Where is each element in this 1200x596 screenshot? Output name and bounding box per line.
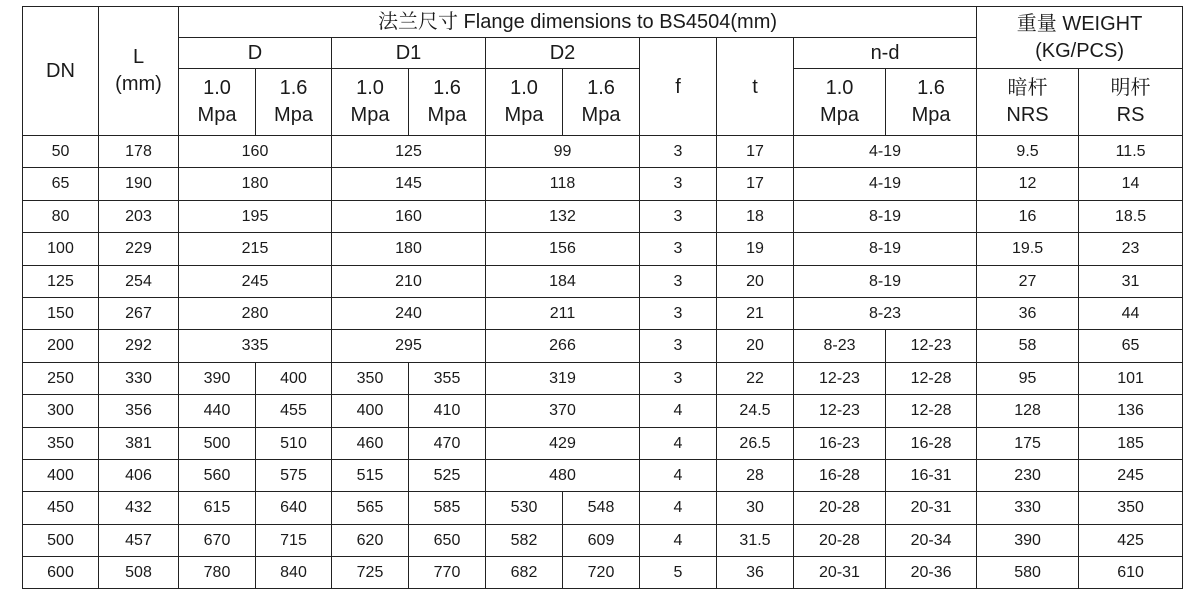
- table-row: [23, 492, 1183, 524]
- d2-cell: 266: [486, 330, 640, 362]
- d1-cell: 585: [409, 492, 486, 524]
- d1-cell: 400: [332, 395, 409, 427]
- nd-cell: 4-19: [794, 136, 977, 168]
- nd-cell: 20-34: [886, 524, 977, 556]
- rs-weight-cell: 31: [1079, 265, 1183, 297]
- length-header: [99, 7, 179, 136]
- table-row: [23, 395, 1183, 427]
- nrs-weight-cell: 230: [977, 459, 1079, 491]
- d-cell: 280: [179, 297, 332, 329]
- d1-cell: 350: [332, 362, 409, 394]
- weight-header: [977, 7, 1183, 69]
- dn-cell: 600: [23, 557, 99, 589]
- nd-cell: 12-28: [886, 395, 977, 427]
- length-unit: (mm): [115, 73, 162, 95]
- d2-cell: 480: [486, 459, 640, 491]
- f-header: f: [640, 38, 717, 136]
- rs-weight-cell: 44: [1079, 297, 1183, 329]
- d-cell: 160: [179, 136, 332, 168]
- d-cell: 575: [256, 459, 332, 491]
- weight-unit: (KG/PCS): [1035, 39, 1124, 62]
- f-cell: 3: [640, 168, 717, 200]
- d2-cell: 720: [563, 557, 640, 589]
- d2-cell: 609: [563, 524, 640, 556]
- t-cell: 36: [717, 557, 794, 589]
- nd-cell: 12-28: [886, 362, 977, 394]
- dn-cell: 300: [23, 395, 99, 427]
- d-cell: 560: [179, 459, 256, 491]
- d-cell: 455: [256, 395, 332, 427]
- d-cell: 245: [179, 265, 332, 297]
- d-cell: 195: [179, 200, 332, 232]
- t-cell: 24.5: [717, 395, 794, 427]
- nrs-header: 暗杆 NRS: [977, 69, 1079, 136]
- d-cell: 615: [179, 492, 256, 524]
- dn-cell: 100: [23, 233, 99, 265]
- nd-cell: 20-31: [794, 557, 886, 589]
- t-cell: 17: [717, 136, 794, 168]
- d-cell: 840: [256, 557, 332, 589]
- nd-cell: 8-19: [794, 233, 977, 265]
- rs-weight-cell: 101: [1079, 362, 1183, 394]
- t-cell: 18: [717, 200, 794, 232]
- length-cell: 178: [99, 136, 179, 168]
- f-cell: 3: [640, 136, 717, 168]
- d2-cell: 118: [486, 168, 640, 200]
- flange-dimensions-title: 法兰尺寸 Flange dimensions to BS4504(mm): [179, 7, 977, 38]
- d-cell: 670: [179, 524, 256, 556]
- d1-cell: 725: [332, 557, 409, 589]
- length-cell: 190: [99, 168, 179, 200]
- nd-cell: 12-23: [886, 330, 977, 362]
- pressure-header: 1.6 Mpa: [409, 69, 486, 136]
- nrs-weight-cell: 36: [977, 297, 1079, 329]
- dn-cell: 50: [23, 136, 99, 168]
- table-header: [23, 7, 1183, 136]
- length-cell: 267: [99, 297, 179, 329]
- f-cell: 3: [640, 265, 717, 297]
- nd-cell: 20-28: [794, 524, 886, 556]
- nd-cell: 8-19: [794, 200, 977, 232]
- length-label: L: [132, 46, 145, 68]
- t-cell: 21: [717, 297, 794, 329]
- dn-cell: 350: [23, 427, 99, 459]
- t-cell: 26.5: [717, 427, 794, 459]
- rs-header: 明杆 RS: [1079, 69, 1183, 136]
- f-cell: 3: [640, 233, 717, 265]
- d2-cell: 132: [486, 200, 640, 232]
- nrs-weight-cell: 580: [977, 557, 1079, 589]
- pressure-header: 1.0 Mpa: [486, 69, 563, 136]
- table-row: [23, 168, 1183, 200]
- table-row: [23, 524, 1183, 556]
- d-cell: 335: [179, 330, 332, 362]
- t-cell: 20: [717, 265, 794, 297]
- nd-cell: 20-36: [886, 557, 977, 589]
- d1-cell: 525: [409, 459, 486, 491]
- d1-cell: 180: [332, 233, 486, 265]
- nrs-weight-cell: 330: [977, 492, 1079, 524]
- f-cell: 3: [640, 362, 717, 394]
- nd-header: n-d: [794, 38, 977, 69]
- dn-cell: 65: [23, 168, 99, 200]
- d1-cell: 620: [332, 524, 409, 556]
- length-cell: 381: [99, 427, 179, 459]
- nd-cell: 16-31: [886, 459, 977, 491]
- dn-cell: 500: [23, 524, 99, 556]
- d-cell: 440: [179, 395, 256, 427]
- length-cell: 330: [99, 362, 179, 394]
- dn-cell: 450: [23, 492, 99, 524]
- nrs-weight-cell: 12: [977, 168, 1079, 200]
- table-row: [23, 330, 1183, 362]
- d-cell: 640: [256, 492, 332, 524]
- d1-cell: 770: [409, 557, 486, 589]
- nrs-weight-cell: 128: [977, 395, 1079, 427]
- flange-dimensions-table: [22, 6, 1183, 589]
- length-cell: 432: [99, 492, 179, 524]
- d2-header: D2: [486, 38, 640, 69]
- rs-weight-cell: 23: [1079, 233, 1183, 265]
- d1-cell: 355: [409, 362, 486, 394]
- f-cell: 3: [640, 297, 717, 329]
- nd-cell: 8-23: [794, 330, 886, 362]
- rs-weight-cell: 65: [1079, 330, 1183, 362]
- d2-cell: 184: [486, 265, 640, 297]
- nd-cell: 16-23: [794, 427, 886, 459]
- f-cell: 4: [640, 427, 717, 459]
- d1-cell: 210: [332, 265, 486, 297]
- t-cell: 31.5: [717, 524, 794, 556]
- nd-cell: 4-19: [794, 168, 977, 200]
- d1-cell: 650: [409, 524, 486, 556]
- d2-cell: 99: [486, 136, 640, 168]
- nd-cell: 8-19: [794, 265, 977, 297]
- rs-weight-cell: 185: [1079, 427, 1183, 459]
- d1-cell: 410: [409, 395, 486, 427]
- table-row: [23, 297, 1183, 329]
- d2-cell: 156: [486, 233, 640, 265]
- rs-weight-cell: 136: [1079, 395, 1183, 427]
- nrs-weight-cell: 16: [977, 200, 1079, 232]
- t-cell: 28: [717, 459, 794, 491]
- d-cell: 780: [179, 557, 256, 589]
- t-cell: 20: [717, 330, 794, 362]
- dn-header: DN: [23, 7, 99, 136]
- length-cell: 356: [99, 395, 179, 427]
- dn-cell: 80: [23, 200, 99, 232]
- dn-cell: 400: [23, 459, 99, 491]
- table-row: [23, 459, 1183, 491]
- pressure-header: 1.0 Mpa: [794, 69, 886, 136]
- d-cell: 180: [179, 168, 332, 200]
- d1-cell: 125: [332, 136, 486, 168]
- length-cell: 229: [99, 233, 179, 265]
- f-cell: 4: [640, 524, 717, 556]
- nrs-weight-cell: 9.5: [977, 136, 1079, 168]
- nd-cell: 12-23: [794, 395, 886, 427]
- pressure-header: 1.6 Mpa: [256, 69, 332, 136]
- table-row: [23, 557, 1183, 589]
- d1-header: D1: [332, 38, 486, 69]
- t-cell: 22: [717, 362, 794, 394]
- t-header: t: [717, 38, 794, 136]
- nd-cell: 16-28: [794, 459, 886, 491]
- d1-cell: 460: [332, 427, 409, 459]
- nrs-weight-cell: 175: [977, 427, 1079, 459]
- nrs-weight-cell: 19.5: [977, 233, 1079, 265]
- d2-cell: 582: [486, 524, 563, 556]
- table-row: [23, 136, 1183, 168]
- nd-cell: 12-23: [794, 362, 886, 394]
- d2-cell: 548: [563, 492, 640, 524]
- table-body: [23, 136, 1183, 589]
- d1-cell: 565: [332, 492, 409, 524]
- d-header: D: [179, 38, 332, 69]
- d1-cell: 470: [409, 427, 486, 459]
- t-cell: 19: [717, 233, 794, 265]
- length-cell: 457: [99, 524, 179, 556]
- nd-cell: 16-28: [886, 427, 977, 459]
- rs-weight-cell: 610: [1079, 557, 1183, 589]
- t-cell: 17: [717, 168, 794, 200]
- d1-cell: 295: [332, 330, 486, 362]
- nrs-weight-cell: 390: [977, 524, 1079, 556]
- f-cell: 3: [640, 200, 717, 232]
- dn-cell: 150: [23, 297, 99, 329]
- d-cell: 510: [256, 427, 332, 459]
- length-cell: 406: [99, 459, 179, 491]
- weight-title: 重量 WEIGHT: [1016, 12, 1143, 35]
- d-cell: 215: [179, 233, 332, 265]
- t-cell: 30: [717, 492, 794, 524]
- length-cell: 292: [99, 330, 179, 362]
- f-cell: 3: [640, 330, 717, 362]
- rs-weight-cell: 14: [1079, 168, 1183, 200]
- table-row: [23, 427, 1183, 459]
- nd-cell: 8-23: [794, 297, 977, 329]
- pressure-header: 1.6 Mpa: [563, 69, 640, 136]
- nrs-weight-cell: 58: [977, 330, 1079, 362]
- f-cell: 4: [640, 492, 717, 524]
- d2-cell: 530: [486, 492, 563, 524]
- d2-cell: 319: [486, 362, 640, 394]
- rs-weight-cell: 245: [1079, 459, 1183, 491]
- rs-weight-cell: 425: [1079, 524, 1183, 556]
- rs-weight-cell: 11.5: [1079, 136, 1183, 168]
- dn-cell: 200: [23, 330, 99, 362]
- d2-cell: 429: [486, 427, 640, 459]
- dn-cell: 125: [23, 265, 99, 297]
- length-cell: 508: [99, 557, 179, 589]
- d1-cell: 160: [332, 200, 486, 232]
- rs-weight-cell: 18.5: [1079, 200, 1183, 232]
- d-cell: 390: [179, 362, 256, 394]
- d-cell: 715: [256, 524, 332, 556]
- dn-cell: 250: [23, 362, 99, 394]
- rs-weight-cell: 350: [1079, 492, 1183, 524]
- d1-cell: 145: [332, 168, 486, 200]
- d2-cell: 682: [486, 557, 563, 589]
- d2-cell: 211: [486, 297, 640, 329]
- pressure-header: 1.0 Mpa: [332, 69, 409, 136]
- table-row: [23, 233, 1183, 265]
- length-cell: 203: [99, 200, 179, 232]
- d1-cell: 240: [332, 297, 486, 329]
- nrs-weight-cell: 27: [977, 265, 1079, 297]
- nd-cell: 20-28: [794, 492, 886, 524]
- table-row: [23, 362, 1183, 394]
- d1-cell: 515: [332, 459, 409, 491]
- table-row: [23, 265, 1183, 297]
- d-cell: 400: [256, 362, 332, 394]
- pressure-header: 1.6 Mpa: [886, 69, 977, 136]
- nd-cell: 20-31: [886, 492, 977, 524]
- f-cell: 4: [640, 395, 717, 427]
- d-cell: 500: [179, 427, 256, 459]
- pressure-header: 1.0 Mpa: [179, 69, 256, 136]
- length-cell: 254: [99, 265, 179, 297]
- f-cell: 4: [640, 459, 717, 491]
- d2-cell: 370: [486, 395, 640, 427]
- table-row: [23, 200, 1183, 232]
- f-cell: 5: [640, 557, 717, 589]
- nrs-weight-cell: 95: [977, 362, 1079, 394]
